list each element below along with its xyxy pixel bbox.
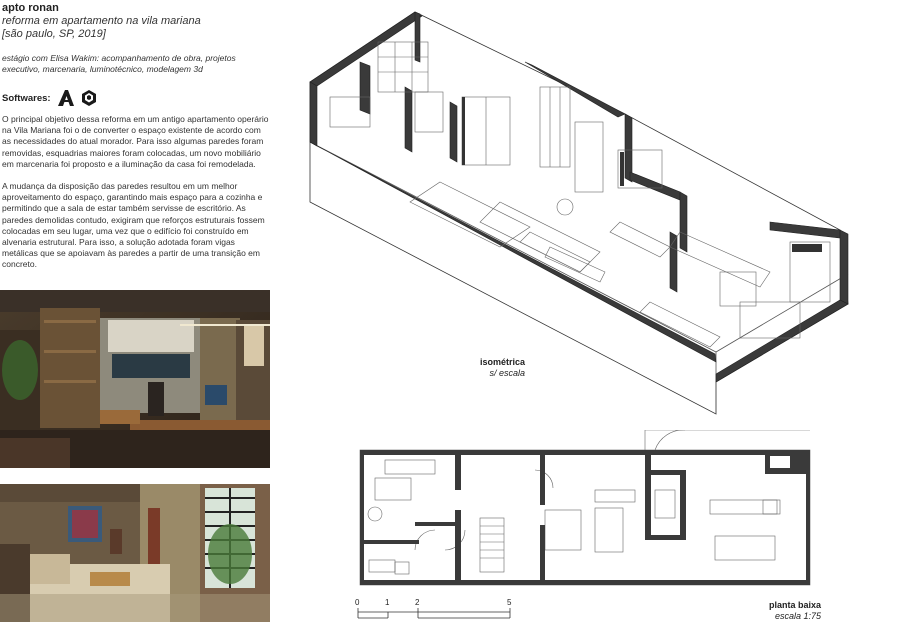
photo-bedroom <box>0 484 270 622</box>
description-paragraph-1: O principal objetivo dessa reforma em um antigo apartamento operário na Vila Mariana foi o de converter o espaço existente de acordo com as necessidades do atual morador. Para isso algumas paredes foram removidas, esquadrias maiores foram colocadas, um novo mobiliário em marcenaria foi proposto e a iluminação da casa foi remodelada. <box>2 114 269 169</box>
isometric-label: isométrica <box>480 357 526 367</box>
isometric-caption <box>480 357 525 379</box>
project-title: apto ronan <box>2 2 59 14</box>
floor-plan <box>355 430 815 590</box>
plan-caption <box>769 600 821 622</box>
description-paragraph-2: A mudança da disposição das paredes resultou em um melhor aproveitamento do espaço, garantindo mais espaço para a cozinha e permitindo que a sala de estar também servisse de escritório. As paredes demolidas contudo, exigiram que reforços estruturais fossem colocadas em seu lugar, uma vez que o edifício foi construído em alvenaria estrutural. Para isso, a solução adotada foram vigas metálicas que se apoiavam às paredes a partir de uma transição em concreto. <box>2 181 265 270</box>
internship-note: estágio com Elisa Wakim: acompanhamento de obra, projetos executivo, marcenaria, luminotécnico, modelagem 3d <box>2 53 236 74</box>
project-subtitle: reforma em apartamento na vila mariana <box>2 15 201 27</box>
isometric-drawing <box>300 2 860 422</box>
isometric-scale: s/ escala <box>489 368 526 378</box>
autocad-icon <box>57 89 75 107</box>
sketchup-icon <box>81 89 97 107</box>
project-location: [são paulo, SP, 2019] <box>2 28 106 40</box>
scale-bar <box>354 598 524 622</box>
scale-tick-0: 0 <box>355 598 360 607</box>
text-column <box>2 2 270 271</box>
software-row <box>2 87 270 109</box>
scale-tick-1: 1 <box>385 598 390 607</box>
software-label: Softwares: <box>2 92 51 104</box>
scale-tick-5: 5 <box>507 598 512 607</box>
plan-scale: escala 1:75 <box>774 611 821 621</box>
photo-office <box>0 290 270 468</box>
scale-tick-2: 2 <box>415 598 420 607</box>
plan-label: planta baixa <box>768 600 821 610</box>
